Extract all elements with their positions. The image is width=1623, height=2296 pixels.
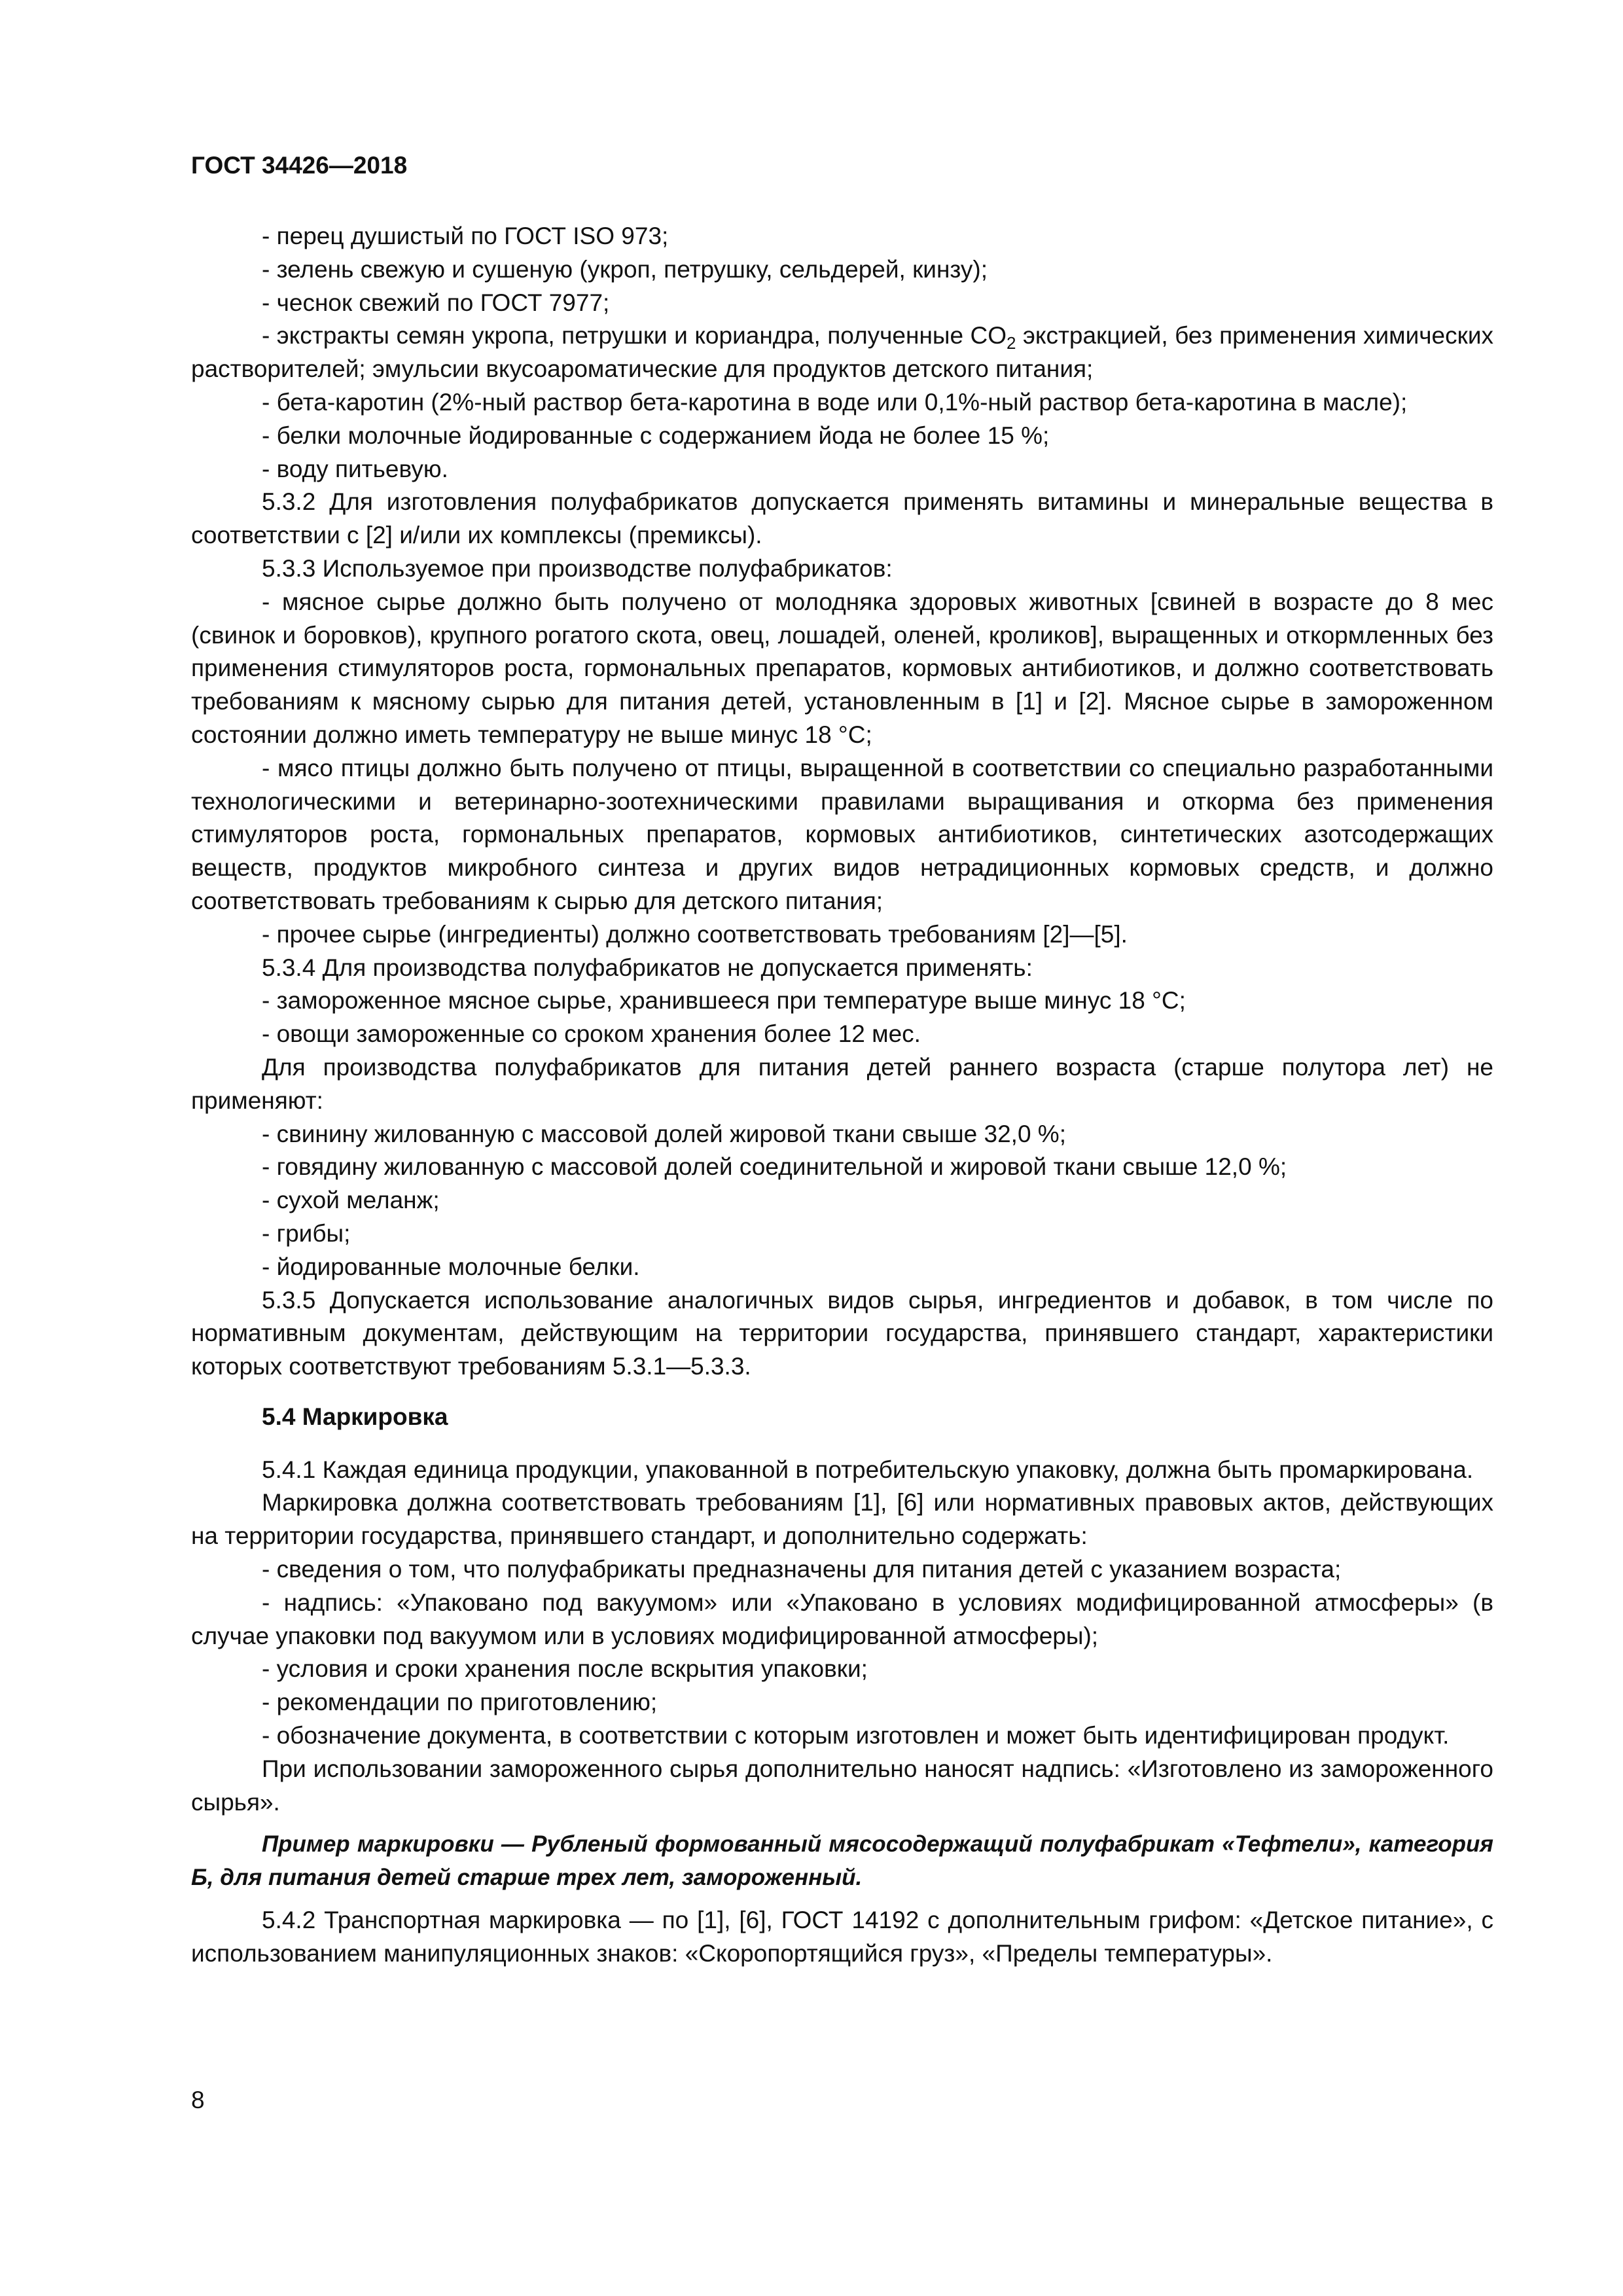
list-item-meat-raw: - мясное сырье должно быть получено от молодняка здоровых животных [свиней в возрасте до 8 мес (свинок и боровков), крупного рогатого скота, овец, лошадей, оленей, кроликов], выращенных и откормленных без применения стимуляторов роста, гормональных препаратов, кормовых антибиотиков, и должно соответствовать требованиям к мясному сырью для питания детей, установленным в [1] и [2]. Мясное сырье в замороженном состоянии должно иметь температуру не выше минус 18 °С; [191, 588, 1493, 748]
paragraph-marking-requirements: Маркировка должна соответствовать требованиям [1], [6] или нормативных правовых актов, действующих на территории государства, принявшего стандарт, и дополнительно содержать: [191, 1489, 1493, 1550]
document-header: ГОСТ 34426—2018 [191, 152, 408, 179]
document-body [191, 220, 1493, 1971]
list-item-iodized-proteins: - белки молочные йодированные с содержанием йода не более 15 %; [262, 422, 1050, 449]
list-item-document-designation: - обозначение документа, в соответствии с которым изготовлен и может быть идентифицирован продукт. [262, 1722, 1450, 1749]
clause-5-4-1: 5.4.1 Каждая единица продукции, упакованной в потребительскую упаковку, должна быть промаркирована. [262, 1456, 1474, 1483]
paragraph-frozen-raw: При использовании замороженного сырья дополнительно наносят надпись: «Изготовлено из замороженного сырья». [191, 1755, 1493, 1816]
co2-subscript: 2 [1007, 333, 1016, 353]
list-item-iodized-milk-proteins: - йодированные молочные белки. [262, 1253, 640, 1280]
section-heading-5-4: 5.4 Маркировка [262, 1403, 448, 1430]
list-item-melange: - сухой меланж; [262, 1187, 440, 1214]
marking-example: Пример маркировки — Рубленый формованный мясосодержащий полуфабрикат «Тефтели», категория Б, для питания детей старше трех лет, замороженный. [191, 1831, 1493, 1891]
list-item-cooking-recommendations: - рекомендации по приготовлению; [262, 1689, 658, 1716]
clause-5-3-3: 5.3.3 Используемое при производстве полуфабрикатов: [262, 554, 893, 582]
list-item-garlic: - чеснок свежий по ГОСТ 7977; [262, 289, 610, 316]
extracts-text-b: экстракцией, без применения химических растворителей; эмульсии вкусоароматические для продуктов детского питания; [191, 322, 1493, 383]
clause-5-3-5: 5.3.5 Допускается использование аналогичных видов сырья, ингредиентов и добавок, в том числе по нормативным документам, действующим на территории государства, принявшего стандарт, характеристики которых соответствуют требованиям 5.3.1—5.3.3. [191, 1286, 1493, 1380]
clause-5-3-2: 5.3.2 Для изготовления полуфабрикатов допускается применять витамины и минеральные вещества в соответствии с [2] и/или их комплексы (премиксы). [191, 488, 1493, 549]
list-item-vacuum-label: - надпись: «Упаковано под вакуумом» или «Упаковано в условиях модифицированной атмосферы» (в случае упаковки под вакуумом или в условиях модифицированной атмосферы); [191, 1588, 1493, 1649]
list-item-allspice: - перец душистый по ГОСТ ISO 973; [262, 223, 669, 249]
list-item-extracts [191, 319, 1493, 386]
list-item-age-info: - сведения о том, что полуфабрикаты предназначены для питания детей с указанием возраста; [262, 1556, 1342, 1583]
list-item-mushrooms: - грибы; [262, 1219, 351, 1247]
list-item-frozen-meat: - замороженное мясное сырье, хранившееся при температуре выше минус 18 °С; [262, 987, 1186, 1014]
list-item-frozen-vegetables: - овощи замороженные со сроком хранения более 12 мес. [262, 1020, 921, 1048]
clause-5-3-4: 5.3.4 Для производства полуфабрикатов не допускается применять: [262, 954, 1033, 981]
list-item-other-raw: - прочее сырье (ингредиенты) должно соответствовать требованиям [2]—[5]. [262, 920, 1128, 948]
paragraph-young-children: Для производства полуфабрикатов для питания детей раннего возраста (старше полутора лет) не применяют: [191, 1053, 1493, 1114]
list-item-beta-carotene: - бета-каротин (2%-ный раствор бета-каротина в воде или 0,1%-ный раствор бета-каротина в масле); [262, 388, 1408, 416]
list-item-beef: - говядину жилованную с массовой долей соединительной и жировой ткани свыше 12,0 %; [262, 1153, 1287, 1181]
clause-5-4-2: 5.4.2 Транспортная маркировка — по [1], [6], ГОСТ 14192 с дополнительным грифом: «Детское питание», с использованием манипуляционных знаков: «Скоропортящийся груз», «Пределы температуры». [191, 1907, 1493, 1967]
list-item-greens: - зелень свежую и сушеную (укроп, петрушку, сельдерей, кинзу); [262, 255, 988, 283]
list-item-storage-conditions: - условия и сроки хранения после вскрытия упаковки; [262, 1655, 868, 1683]
list-item-pork: - свинину жилованную с массовой долей жировой ткани свыше 32,0 %; [262, 1120, 1066, 1147]
page-number: 8 [191, 2087, 205, 2113]
list-item-poultry: - мясо птицы должно быть получено от птицы, выращенной в соответствии со специально разработанными технологическими и ветеринарно-зоотехническими правилами выращивания и откорма без применения стимуляторов роста, гормональных препаратов, кормовых антибиотиков, синтетических азотсодержащих веществ, продуктов микробного синтеза и других видов нетрадиционных кормовых средств, и должно соответствовать требованиям к сырью для детского питания; [191, 754, 1493, 914]
extracts-text-a: - экстракты семян укропа, петрушки и кориандра, полученные CO [262, 322, 1007, 350]
list-item-water: - воду питьевую. [262, 455, 448, 482]
